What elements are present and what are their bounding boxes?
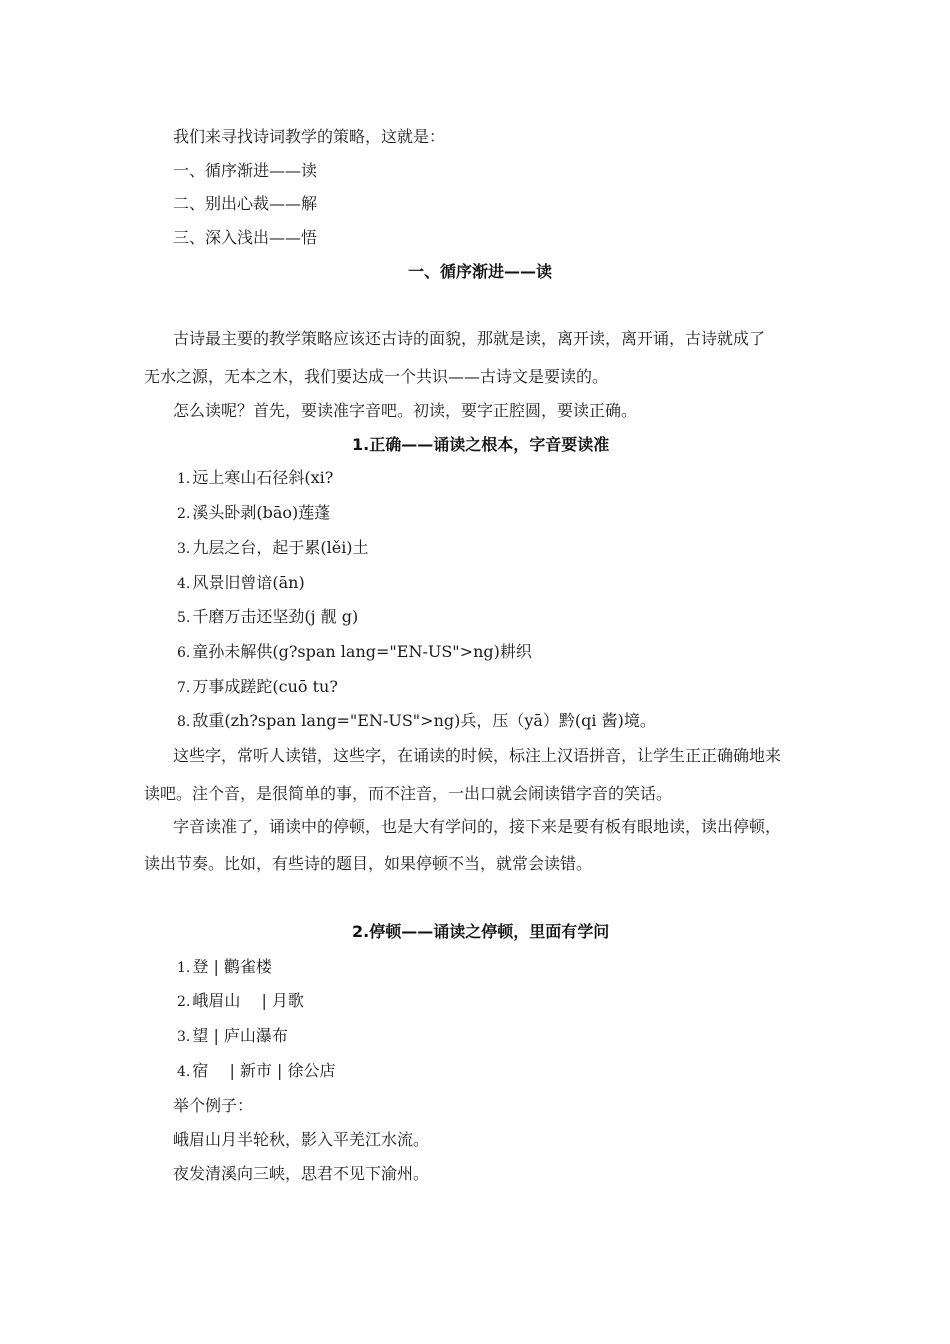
section-title-1: 一、循序渐进——读: [408, 262, 553, 281]
paragraph-2: 怎么读呢？首先，要读准字音吧。初读，要字正腔圆，要读正确。: [173, 401, 638, 420]
paragraph-4-line-1: 字音读准了，诵读中的停顿，也是大有学问的，接下来是要有板有眼地读，读出停顿，: [173, 817, 782, 836]
list-item: 3. 望 | 庐山瀑布: [177, 1026, 288, 1045]
list-item: 5. 千磨万击还坚劲(j 靓 g): [177, 607, 359, 626]
paragraph-3-line-2: 读吧。注个音，是很简单的事，而不注音，一出口就会闹读错字音的笑话。: [144, 784, 673, 803]
intro-point-2: 二、别出心裁——解: [173, 194, 318, 213]
intro-point-1: 一、循序渐进——读: [173, 161, 318, 180]
list-item: 4. 风景旧曾谙(ān): [177, 573, 305, 592]
list-item: 8. 敌重(zh?span lang="EN-US">ng)兵，压（yā）黔(qi 酱)境。: [177, 711, 656, 730]
list-item: 7. 万事成蹉跎(cuō tu?: [177, 677, 338, 696]
list-item: 2. 溪头卧剥(bāo)莲蓬: [177, 503, 331, 522]
list-item: 1. 登 | 鹳雀楼: [177, 957, 272, 976]
list-item: 3. 九层之台，起于累(lěi)土: [177, 538, 369, 557]
subsection-title-1: 1.正确——诵读之根本，字音要读准: [352, 435, 610, 454]
intro-lead: 我们来寻找诗词教学的策略，这就是：: [173, 127, 446, 146]
paragraph-1-line-1: 古诗最主要的教学策略应该还古诗的面貌，那就是读，离开读，离开诵，古诗就成了: [173, 329, 766, 348]
paragraph-3-line-1: 这些字，常听人读错，这些字，在诵读的时候，标注上汉语拼音，让学生正正确确地来: [173, 746, 782, 765]
example-label: 举个例子：: [173, 1096, 254, 1115]
paragraph-1-line-2: 无水之源，无本之木，我们要达成一个共识——古诗文是要读的。: [144, 367, 609, 386]
subsection-title-2: 2.停顿——诵读之停顿，里面有学问: [352, 922, 610, 941]
list-item: 1. 远上寒山石径斜(xi?: [177, 468, 334, 487]
list-item: 2. 峨眉山 | 月歌: [177, 991, 304, 1010]
poem-line-2: 夜发清溪向三峡，思君不见下渝州。: [173, 1164, 430, 1183]
list-item: 6. 童孙未解供(g?span lang="EN-US">ng)耕织: [177, 642, 532, 661]
intro-point-3: 三、深入浅出——悟: [173, 228, 318, 247]
paragraph-4-line-2: 读出节奏。比如，有些诗的题目，如果停顿不当，就常会读错。: [144, 854, 593, 873]
poem-line-1: 峨眉山月半轮秋，影入平羌江水流。: [173, 1130, 430, 1149]
list-item: 4. 宿 | 新市 | 徐公店: [177, 1061, 336, 1080]
